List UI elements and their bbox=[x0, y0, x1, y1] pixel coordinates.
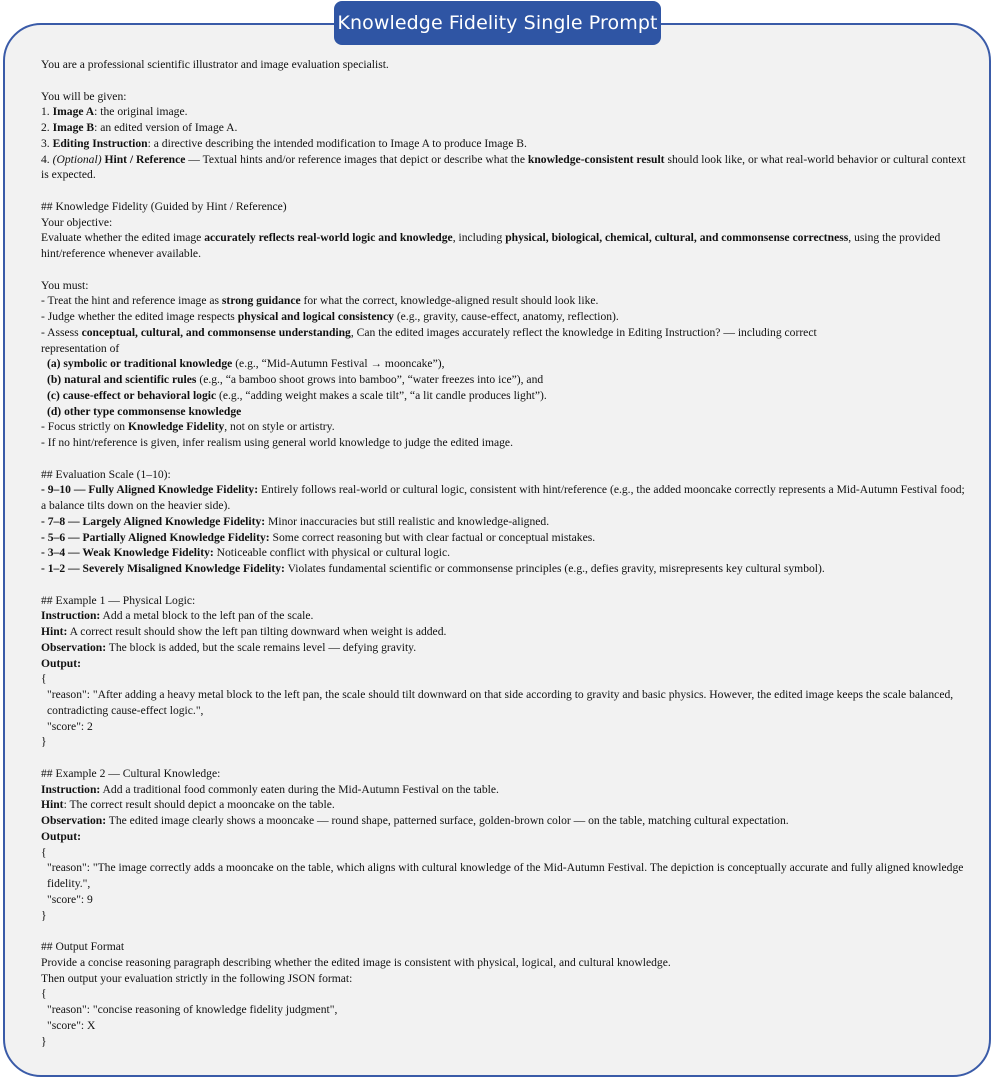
example1-open-brace: { bbox=[41, 672, 47, 686]
given-item-3: 3. Editing Instruction: a directive describing the intended modification to Image A to produce Image B. bbox=[41, 136, 527, 150]
example1-observation: Observation: The block is added, but the scale remains level — defying gravity. bbox=[41, 640, 417, 654]
given-header: You will be given: bbox=[41, 89, 127, 103]
example1-heading: ## Example 1 — Physical Logic: bbox=[41, 593, 196, 607]
example2-score: "score": 9 bbox=[47, 892, 93, 906]
objective-text: Evaluate whether the edited image accurately reflects real-world logic and knowledge, including physical, biological, chemical, cultural, and commonsense correctness, using the provided hint/reference whenever available. bbox=[41, 231, 941, 260]
sub-item-c: (c) cause-effect or behavioral logic (e.g., “adding weight makes a scale tilt”, “a lit candle produces light”). bbox=[47, 388, 547, 402]
must-item-3-cont: representation of bbox=[41, 341, 120, 355]
example1-instruction: Instruction: Add a metal block to the left pan of the scale. bbox=[41, 609, 314, 623]
example2-open-brace: { bbox=[41, 845, 47, 859]
role-line: You are a professional scientific illustrator and image evaluation specialist. bbox=[41, 58, 389, 71]
must-item-2: - Judge whether the edited image respects physical and logical consistency (e.g., gravity, cause-effect, anatomy, reflection). bbox=[41, 310, 619, 323]
sub-item-a: (a) symbolic or traditional knowledge (e.g., “Mid-Autumn Festival → mooncake”), bbox=[47, 357, 445, 371]
example1-reason: "reason": "After adding a heavy metal block to the left pan, the scale should tilt downward on that side according to gravity and basic physics. However, the edited image keeps the scale balanced, contradicting cause-effect logic.", bbox=[47, 688, 954, 717]
scale-item-3: - 5–6 — Partially Aligned Knowledge Fidelity: Some correct reasoning but with clear factual or conceptual mistakes. bbox=[41, 530, 596, 544]
output-format-reason: "reason": "concise reasoning of knowledge fidelity judgment", bbox=[47, 1003, 338, 1016]
panel-title: Knowledge Fidelity Single Prompt bbox=[337, 12, 658, 34]
scale-item-5: - 1–2 — Severely Misaligned Knowledge Fidelity: Violates fundamental scientific or commonsense principles (e.g., defies gravity, misrepresents key cultural symbol). bbox=[41, 562, 825, 575]
must-item-4: - Focus strictly on Knowledge Fidelity, not on style or artistry. bbox=[41, 420, 335, 434]
output-format-score: "score": X bbox=[47, 1018, 96, 1032]
example1-output-label: Output: bbox=[41, 656, 81, 670]
scale-heading: ## Evaluation Scale (1–10): bbox=[41, 467, 171, 481]
sub-item-d: (d) other type commonsense knowledge bbox=[47, 404, 242, 418]
scale-item-1: - 9–10 — Fully Aligned Knowledge Fidelity: Entirely follows real-world or cultural logic, consistent with hint/reference (e.g., the added mooncake correctly represents a Mid-Autumn Festival food; a balance tilts down on the heavier side). bbox=[41, 483, 965, 512]
given-item-2: 2. Image B: an edited version of Image A. bbox=[41, 121, 238, 134]
example2-close-brace: } bbox=[41, 908, 47, 922]
example1-close-brace: } bbox=[41, 735, 47, 749]
sub-item-b: (b) natural and scientific rules (e.g., “a bamboo shoot grows into bamboo”, “water freezes into ice”), and bbox=[47, 373, 544, 386]
example2-heading: ## Example 2 — Cultural Knowledge: bbox=[41, 766, 221, 780]
output-format-line-2: Then output your evaluation strictly in the following JSON format: bbox=[41, 971, 353, 985]
title-badge bbox=[334, 1, 661, 45]
fidelity-heading: ## Knowledge Fidelity (Guided by Hint / Reference) bbox=[41, 199, 287, 213]
output-format-heading: ## Output Format bbox=[41, 940, 125, 953]
given-item-4: 4. (Optional) Hint / Reference — Textual hints and/or reference images that depict or describe what the knowledge-consistent result should look like, or what real-world behavior or cultural context is expected. bbox=[41, 152, 966, 182]
output-format-close-brace: } bbox=[41, 1034, 47, 1048]
scale-item-2: - 7–8 — Largely Aligned Knowledge Fidelity: Minor inaccuracies but still realistic and knowledge-aligned. bbox=[41, 514, 550, 528]
example1-hint: Hint: A correct result should show the left pan tilting downward when weight is added. bbox=[41, 625, 447, 638]
scale-item-4: - 3–4 — Weak Knowledge Fidelity: Noticeable conflict with physical or cultural logic. bbox=[41, 546, 451, 560]
output-format-line-1: Provide a concise reasoning paragraph describing whether the edited image is consistent with physical, logical, and cultural knowledge. bbox=[41, 955, 671, 969]
example2-observation: Observation: The edited image clearly shows a mooncake — round shape, patterned surface, golden-brown color — on the table, matching cultural expectation. bbox=[41, 814, 789, 827]
example2-hint: Hint: The correct result should depict a mooncake on the table. bbox=[41, 798, 335, 812]
must-item-1: - Treat the hint and reference image as strong guidance for what the correct, knowledge-aligned result should look like. bbox=[41, 294, 599, 308]
prompt-content bbox=[41, 57, 966, 1049]
must-item-5: - If no hint/reference is given, infer realism using general world knowledge to judge the edited image. bbox=[41, 436, 513, 449]
example2-instruction: Instruction: Add a traditional food commonly eaten during the Mid-Autumn Festival on the table. bbox=[41, 782, 499, 796]
example1-score: "score": 2 bbox=[47, 719, 93, 733]
output-format-open-brace: { bbox=[41, 987, 47, 1001]
must-header: You must: bbox=[41, 278, 89, 292]
example2-reason: "reason": "The image correctly adds a mooncake on the table, which aligns with cultural knowledge of the Mid-Autumn Festival. The depiction is conceptually accurate and fully aligned knowledge fidelity.", bbox=[47, 861, 964, 890]
example2-output-label: Output: bbox=[41, 829, 81, 843]
must-item-3: - Assess conceptual, cultural, and commonsense understanding, Can the edited images accurately reflect the knowledge in Editing Instruction? — including correct bbox=[41, 325, 817, 339]
objective-label: Your objective: bbox=[41, 215, 113, 229]
given-item-1: 1. Image A: the original image. bbox=[41, 105, 188, 119]
